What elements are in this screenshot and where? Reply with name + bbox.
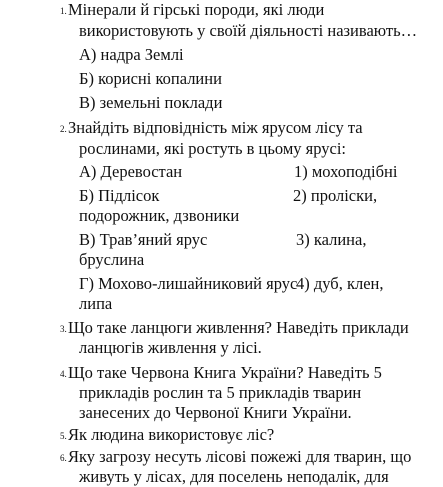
q2-left-d: Г) Мохово-лишайниковий ярус bbox=[79, 274, 298, 293]
q3-number: 3. bbox=[60, 324, 67, 334]
q5-number: 5. bbox=[60, 431, 67, 441]
q2-right-4: 4) дуб, клен, bbox=[296, 274, 384, 293]
q1-option-a: А) надра Землі bbox=[79, 45, 184, 64]
q2-text-line2: рослинами, які ростуть в цьому ярусі: bbox=[79, 139, 347, 158]
q1-text-line1: Мінерали й гірські породи, які люди bbox=[68, 0, 325, 19]
q2-left-b-cont: подорожник, дзвоники bbox=[79, 206, 240, 225]
q2-number: 2. bbox=[60, 124, 67, 134]
q2-text-line1: Знайдіть відповідність між ярусом лісу та bbox=[68, 118, 363, 137]
q2-left-a: А) Деревостан bbox=[79, 162, 183, 181]
q4-text-line3: занесених до Червоної Книги України. bbox=[79, 403, 352, 422]
q2-right-1: 1) мохоподібні bbox=[294, 162, 398, 181]
q2-left-b: Б) Підлісок bbox=[79, 186, 160, 205]
q3-text-line1: Що таке ланцюги живлення? Наведіть приклади bbox=[68, 318, 409, 337]
q2-left-c: В) Трав’яний ярус bbox=[79, 230, 208, 249]
q5-text-line1: Як людина використовує ліс? bbox=[68, 425, 275, 444]
q1-option-b: Б) корисні копалини bbox=[79, 69, 222, 88]
q4-text-line1: Що таке Червона Книга України? Наведіть 5 bbox=[68, 363, 382, 382]
q4-number: 4. bbox=[60, 369, 67, 379]
q1-number: 1. bbox=[60, 6, 67, 16]
q4-text-line2: прикладів рослин та 5 прикладів тварин bbox=[79, 383, 362, 402]
q2-right-3: 3) калина, bbox=[296, 230, 367, 249]
q1-text-line2: використовують у своїй діяльності називають… bbox=[79, 21, 418, 40]
q2-left-d-cont: липа bbox=[79, 294, 113, 313]
q6-text-line2: живуть у лісах, для поселень неподалік, для bbox=[79, 467, 389, 486]
q1-option-c: В) земельні поклади bbox=[79, 93, 223, 112]
q2-right-2: 2) проліски, bbox=[293, 186, 378, 205]
q3-text-line2: ланцюгів живлення у лісі. bbox=[79, 338, 262, 357]
q6-number: 6. bbox=[60, 453, 67, 463]
q2-left-c-cont: бруслина bbox=[79, 250, 145, 269]
q6-text-line1: Яку загрозу несуть лісові пожежі для тварин, що bbox=[68, 447, 412, 466]
